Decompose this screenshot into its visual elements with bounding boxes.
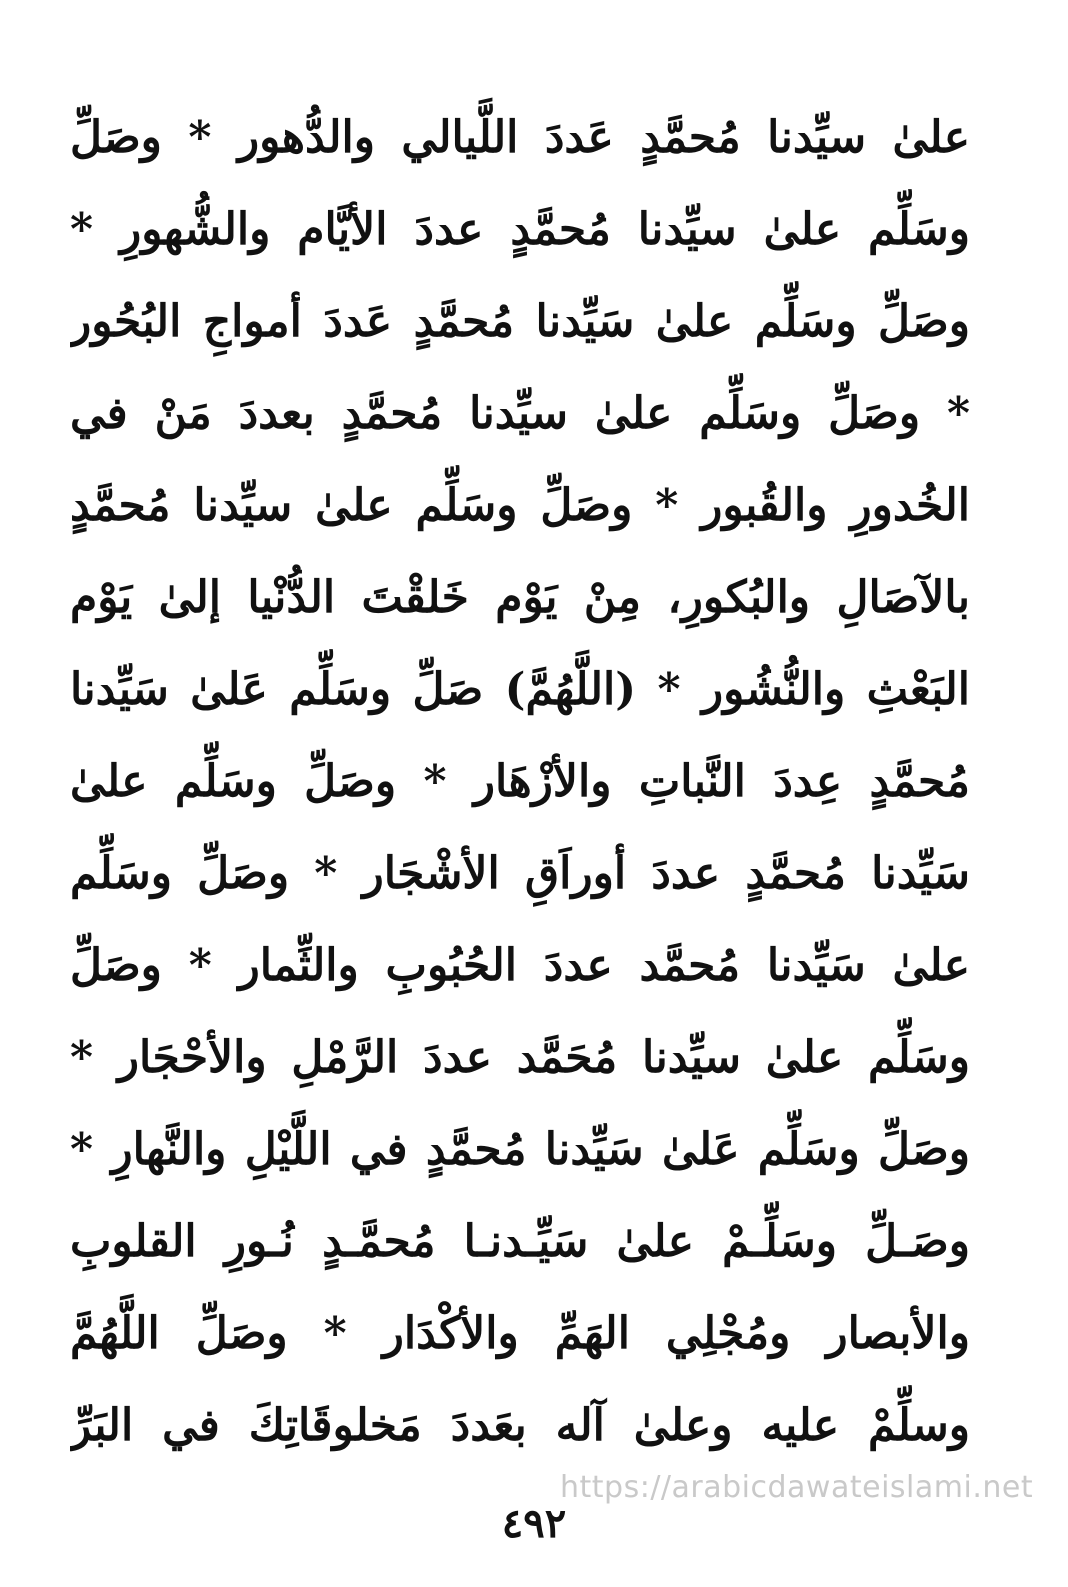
text-line: * وصَلِّ وسَلِّم علىٰ سيِّدنا مُحمَّدٍ بعددَ مَنْ في [70, 388, 970, 439]
text-line: وصَـلِّ وسَلِّـمْ علىٰ سَيِّـدنـا مُحمَّـدٍ نُـورِ القلوبِ [70, 1216, 970, 1267]
text-line: الخُدورِ والقُبور * وصَلِّ وسَلِّم علىٰ سيِّدنا مُحمَّدٍ [70, 480, 970, 531]
text-line: علىٰ سَيِّدنا مُحمَّد عددَ الحُبُوبِ والثِّمار * وصَلِّ [70, 940, 970, 991]
text-line: مُحمَّدٍ عِددَ النَّباتِ والأزْهَار * وصَلِّ وسَلِّم علىٰ [70, 756, 970, 807]
page-number: ٤٩٢ [501, 1500, 567, 1547]
text-line: وسَلِّم علىٰ سيِّدنا مُحمَّدٍ عددَ الأيَّام والشُّهورِ * [70, 204, 970, 255]
text-line: وسلِّمْ عليه وعلىٰ آله بعَددَ مَخلوقَاتِكَ في البَرِّ [70, 1400, 970, 1451]
text-body [70, 92, 970, 1472]
text-line: البَعْثِ والنُّشُور * (اللَّهُمَّ) صَلِّ وسَلِّم عَلىٰ سَيِّدنا [70, 664, 970, 715]
text-line: وصَلِّ وسَلِّم عَلىٰ سَيِّدنا مُحمَّدٍ في اللَّيْلِ والنَّهارِ * [70, 1124, 970, 1175]
text-line: والأبصار ومُجْلِي الهَمِّ والأكْدَار * وصَلِّ اللَّهُمَّ [70, 1308, 970, 1359]
text-line: وسَلِّم علىٰ سيِّدنا مُحَمَّد عددَ الرَّمْلِ والأحْجَار * [70, 1032, 970, 1083]
text-line: وصَلِّ وسَلِّم علىٰ سَيِّدنا مُحمَّدٍ عَددَ أمواجِ البُحُور [70, 296, 970, 347]
text-line: بالآصَالِ والبُكورِ، مِنْ يَوْم خَلقْتَ الدُّنْيا إلىٰ يَوْم [70, 572, 970, 623]
watermark-url: https://arabicdawateislami.net [560, 1470, 1034, 1505]
text-line: علىٰ سيِّدنا مُحمَّدٍ عَددَ اللَّيالي والدُّهور * وصَلِّ [70, 112, 970, 163]
text-line: سَيِّدنا مُحمَّدٍ عددَ أوراَقِ الأشْجَار * وصَلِّ وسَلِّم [70, 848, 970, 899]
